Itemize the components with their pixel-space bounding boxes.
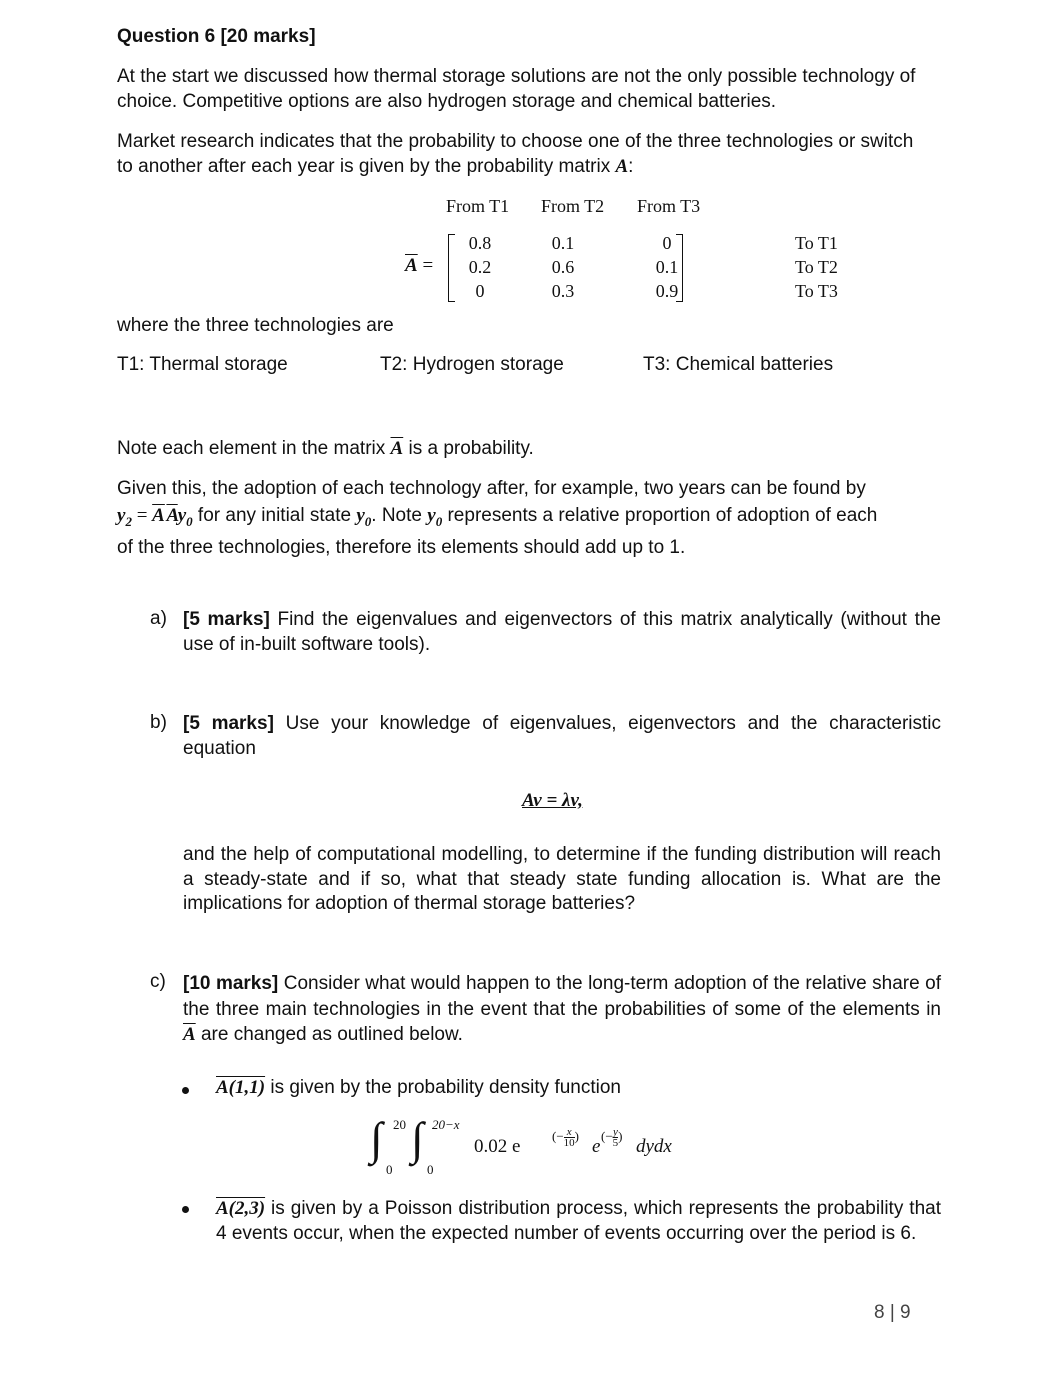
given-line3: of the three technologies, therefore its elements should add up to 1. [117,536,686,558]
eq-y2: $y_2$ [117,504,132,529]
row-label-t1: To T1 [795,233,838,253]
part-c-post: are changed as outlined below. [195,1024,463,1045]
where-text: where the three technologies are [117,315,394,336]
part-b-label: b) [150,712,167,733]
matrix-cell: 0 [662,233,672,253]
given-text-a: for any initial state [192,504,357,526]
matrix-cell: 0 [475,281,485,301]
matrix-cell: 0.3 [551,281,575,301]
given-line1: Given this, the adoption of each technology after, for example, two years can be found by [117,478,866,499]
part-a-body: Find the eigenvalues and eigenvectors of this matrix analytically (without the use of in-built software tools). [183,609,941,655]
market-line2: to another after each year is given by the probability matrix [117,156,616,177]
matrix-cell: 0.1 [655,257,679,277]
integral-upper-1: 20 [393,1117,406,1132]
eq-y0-b: $y_0$ [356,504,372,529]
integral-lower-2: 0 [427,1162,434,1177]
eq-a2: $\overline{A}$ [166,504,178,526]
part-b-body: Use your knowledge of eigenvalues, eigenvectors and the characteristic equation [183,713,941,759]
bullet2-ref: A(2,3) [216,1198,266,1219]
integral-coef: 0.02 e [474,1136,521,1157]
eq-y0: $y_0$ [177,504,193,529]
integral-exp1: (− $\frac{x}{10}$ ) [552,1126,580,1149]
matrix-cell: 0.9 [655,281,679,301]
part-a-text [183,608,941,657]
market-paragraph: Market research indicates that the probability to choose one of the three technologies or switch to another after each year is given by the probability matrix A: [117,131,914,177]
bullet1-body: is given by the probability density function [265,1077,622,1098]
matrix-cell: 0.8 [468,233,492,253]
col-header-t3: From T3 [637,196,701,216]
note-post: is a probability. [403,438,534,459]
matrix-cell: 0.6 [551,257,575,277]
bullet-dot [182,1087,189,1094]
col-header-t2: From T2 [541,196,605,216]
row-label-t3: To T3 [795,281,838,301]
matrix-left-bracket [448,234,455,302]
matrix-lhs-symbol: $\overline{A}$ [405,255,418,276]
market-line1: Market research indicates that the probability to choose one of the three technologies or switch [117,131,914,152]
part-b-marks: [5 marks] [183,713,274,734]
question-heading: Question 6 [20 marks] [117,26,316,47]
matrix-cell: 0.1 [551,233,575,253]
bullet2-body: is given by a Poisson distribution process, which represents the probability that 4 events occur, when the expected number of events occurring over the period is 6. [216,1198,941,1244]
bullet-dot [182,1206,189,1213]
double-integral: ∫ 20 0 ∫ 20−x 0 0.02 e (− $\frac{x}{10}$ ) e (− $\frac{y}{5}$ ) dydx [370,1113,672,1177]
part-c-marks: [10 marks] [183,973,279,994]
row-label-t2: To T2 [795,257,838,277]
tech-t2: T2: Hydrogen storage [380,354,564,375]
note-pre: Note each element in the matrix [117,438,391,459]
bullet1-ref: A(1,1) [216,1077,266,1098]
integral-upper-2: 20−x [432,1117,460,1132]
bullet1-text [216,1077,621,1099]
part-c-label: c) [150,971,166,992]
bullet2-text [216,1196,941,1246]
tech-t3: T3: Chemical batteries [643,354,834,375]
intro-paragraph: At the start we discussed how thermal storage solutions are not the only possible technology of choice. Competitive options are also hydrogen storage and chemical batteries. [117,66,916,112]
integral-lower-1: 0 [386,1162,393,1177]
given-text-c: represents a relative proportion of adoption of each [442,504,878,526]
part-b-text [183,712,941,761]
tech-t1: T1: Thermal storage [117,354,288,375]
eq-a1: $\overline{A}$ [152,504,165,526]
integral-exp2: (− $\frac{y}{5}$ ) [601,1126,623,1149]
eigen-equation: Av = λv, [522,790,583,811]
part-c-pre: Consider what would happen to the long-term adoption of the relative share of the three main technologies in the event that the probabilities of some of the elements in [183,973,941,1020]
eq-equals: = [131,504,153,526]
eq-y0-c: $y_0$ [427,504,443,529]
matrix-symbol: A [615,156,629,177]
given-paragraph [117,476,941,561]
part-a-label: a) [150,608,167,629]
note-matrix-symbol: $\overline{A}$ [390,438,404,459]
part-c-matrix-symbol: $\overline{A}$ [183,1024,196,1045]
note-paragraph [117,436,941,461]
part-b-follow: and the help of computational modelling, to determine if the funding distribution will reach a steady-state and if so, what that steady state funding allocation is. What are the implications for adoption of thermal storage batteries? [183,844,941,914]
matrix-lhs: $\overline{A}$ = [405,255,434,276]
matrix-cell: 0.2 [468,257,492,277]
part-c-text [183,971,941,1048]
page-number: 8 | 9 [874,1302,911,1323]
part-a-marks: [5 marks] [183,609,270,630]
given-text-b: . Note [371,504,428,526]
col-header-t1: From T1 [446,196,510,216]
integral-tail: dydx [636,1136,672,1157]
